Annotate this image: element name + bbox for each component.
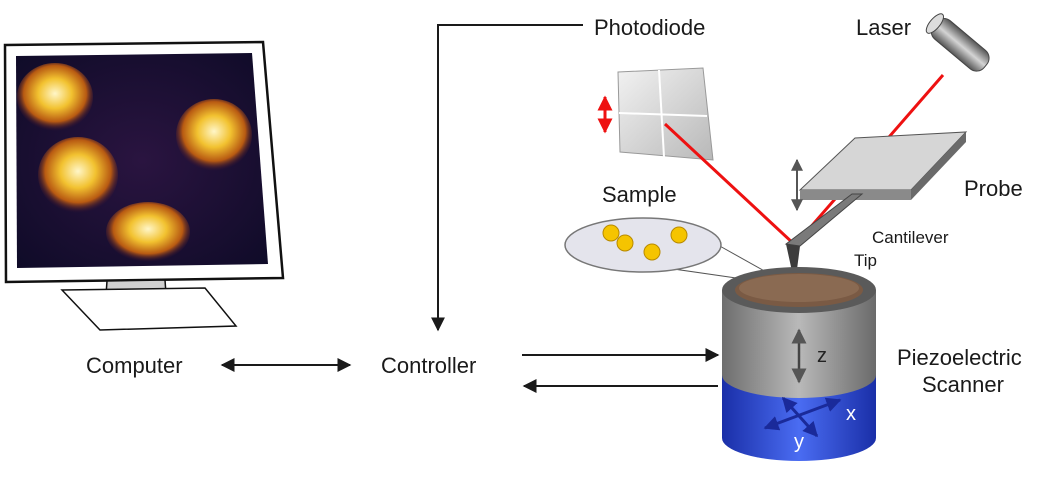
label-computer: Computer	[86, 353, 183, 378]
label-sample: Sample	[602, 182, 677, 207]
label-controller: Controller	[381, 353, 477, 378]
label-scanner-line1: Piezoelectric	[897, 345, 1022, 370]
label-axis-z: z	[817, 345, 827, 367]
monitor-base	[62, 288, 236, 330]
particle-4	[671, 227, 687, 243]
particle-image-3	[38, 137, 118, 213]
label-tip: Tip	[854, 251, 877, 270]
particle-1	[603, 225, 619, 241]
label-laser: Laser	[856, 15, 912, 40]
label-cantilever: Cantilever	[872, 228, 949, 247]
laser-emitter	[923, 11, 993, 75]
particle-image-2	[176, 99, 252, 171]
photodiode-to-controller-arrow	[438, 25, 583, 330]
particle-image-4	[106, 202, 190, 262]
particle-3	[644, 244, 660, 260]
label-probe: Probe	[964, 176, 1023, 201]
computer-monitor	[5, 42, 283, 330]
label-axis-y: y	[794, 431, 804, 453]
photodiode	[605, 68, 713, 160]
label-photodiode: Photodiode	[594, 15, 706, 40]
label-scanner-line2: Scanner	[922, 372, 1004, 397]
particle-2	[617, 235, 633, 251]
particle-image-1	[17, 63, 93, 131]
label-axis-x: x	[846, 403, 856, 425]
